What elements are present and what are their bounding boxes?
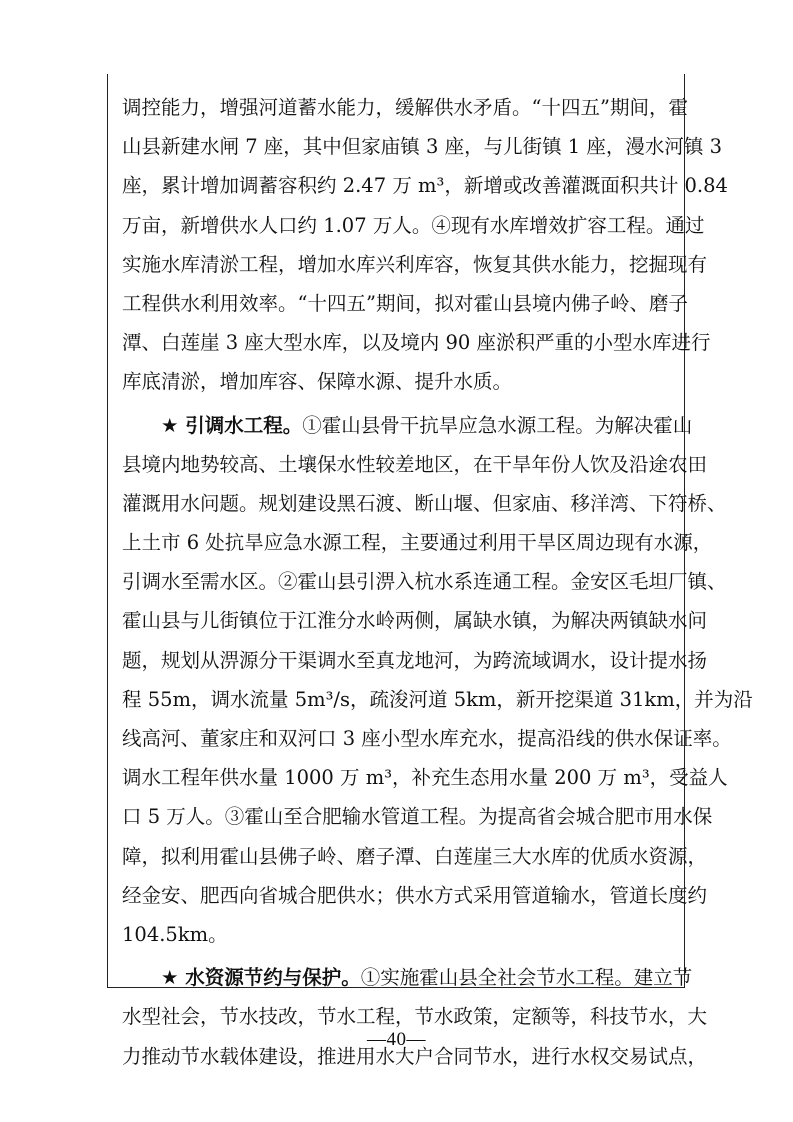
body-line: 灌溉用水问题。规划建设黑石渡、断山堰、但家庙、移洋湾、下符桥、 xyxy=(122,491,727,515)
section-conservation-first-text: ①实施霍山县全社会节水工程。建立节 xyxy=(360,966,693,990)
section-conservation-first-line xyxy=(122,958,693,997)
section-diversion-first-line xyxy=(122,406,693,445)
body-line: 经金安、肥西向省城合肥供水；供水方式采用管道输水，管道长度约 xyxy=(122,883,708,907)
body-line: 104.5km。 xyxy=(122,922,228,946)
body-line: 引调水至需水区。②霍山县引淠入杭水系连通工程。金安区毛坦厂镇、 xyxy=(122,570,727,594)
body-line: 山县新建水闸 7 座，其中但家庙镇 3 座，与儿街镇 1 座，漫水河镇 3 xyxy=(122,135,723,159)
page-content xyxy=(122,88,753,1076)
body-line: 水型社会，节水技改，节水工程，节水政策，定额等，科技节水，大 xyxy=(122,1005,708,1029)
body-line: 调水工程年供水量 1000 万 m³，补充生态用水量 200 万 m³，受益人 xyxy=(122,766,728,790)
body-line: 潭、白莲崖 3 座大型水库，以及境内 90 座淤积严重的小型水库进行 xyxy=(122,331,711,355)
section-diversion-first-text: ①霍山县骨干抗旱应急水源工程。为解决霍山 xyxy=(302,413,693,437)
body-line: 力推动节水载体建设，推进用水大户合同节水，进行水权交易试点， xyxy=(122,1044,708,1068)
body-line: 线高河、董家庄和双河口 3 座小型水库充水，提高沿线的供水保证率。 xyxy=(122,727,732,750)
body-line: 口 5 万人。③霍山至合肥输水管道工程。为提高省会城合肥市用水保 xyxy=(122,805,713,829)
body-line: 题，规划从淠源分干渠调水至真龙地河，为跨流域调水，设计提水扬 xyxy=(122,648,708,672)
body-line: 座，累计增加调蓄容积约 2.47 万 m³，新增或改善灌溉面积共计 0.84 xyxy=(122,174,728,198)
body-line: 上土市 6 处抗旱应急水源工程，主要通过利用干旱区周边现有水源， xyxy=(122,531,713,555)
body-line: 程 55m，调水流量 5m³/s，疏浚河道 5km，新开挖渠道 31km，并为沿 xyxy=(122,687,753,711)
body-line: 障，拟利用霍山县佛子岭、磨子潭、白莲崖三大水库的优质水资源， xyxy=(122,844,708,868)
section-heading-conservation: ★ 水资源节约与保护。 xyxy=(161,966,361,990)
page-number: —40— xyxy=(367,1029,426,1050)
body-line: 库底清淤，增加库容、保障水源、提升水质。 xyxy=(122,370,513,394)
body-line: 县境内地势较高、土壤保水性较差地区，在干旱年份人饮及沿途农田 xyxy=(122,452,708,476)
body-line: 霍山县与儿街镇位于江淮分水岭两侧，属缺水镇，为解决两镇缺水问 xyxy=(122,609,708,633)
body-line: 调控能力，增强河道蓄水能力，缓解供水矛盾。“十四五”期间，霍 xyxy=(122,96,688,119)
section-heading-diversion: ★ 引调水工程。 xyxy=(161,413,303,437)
body-line: 工程供水利用效率。“十四五”期间，拟对霍山县境内佛子岭、磨子 xyxy=(122,291,688,315)
body-line: 实施水库清淤工程，增加水库兴利库容，恢复其供水能力，挖掘现有 xyxy=(122,252,708,276)
body-line: 万亩，新增供水人口约 1.07 万人。④现有水库增效扩容工程。通过 xyxy=(122,213,705,237)
